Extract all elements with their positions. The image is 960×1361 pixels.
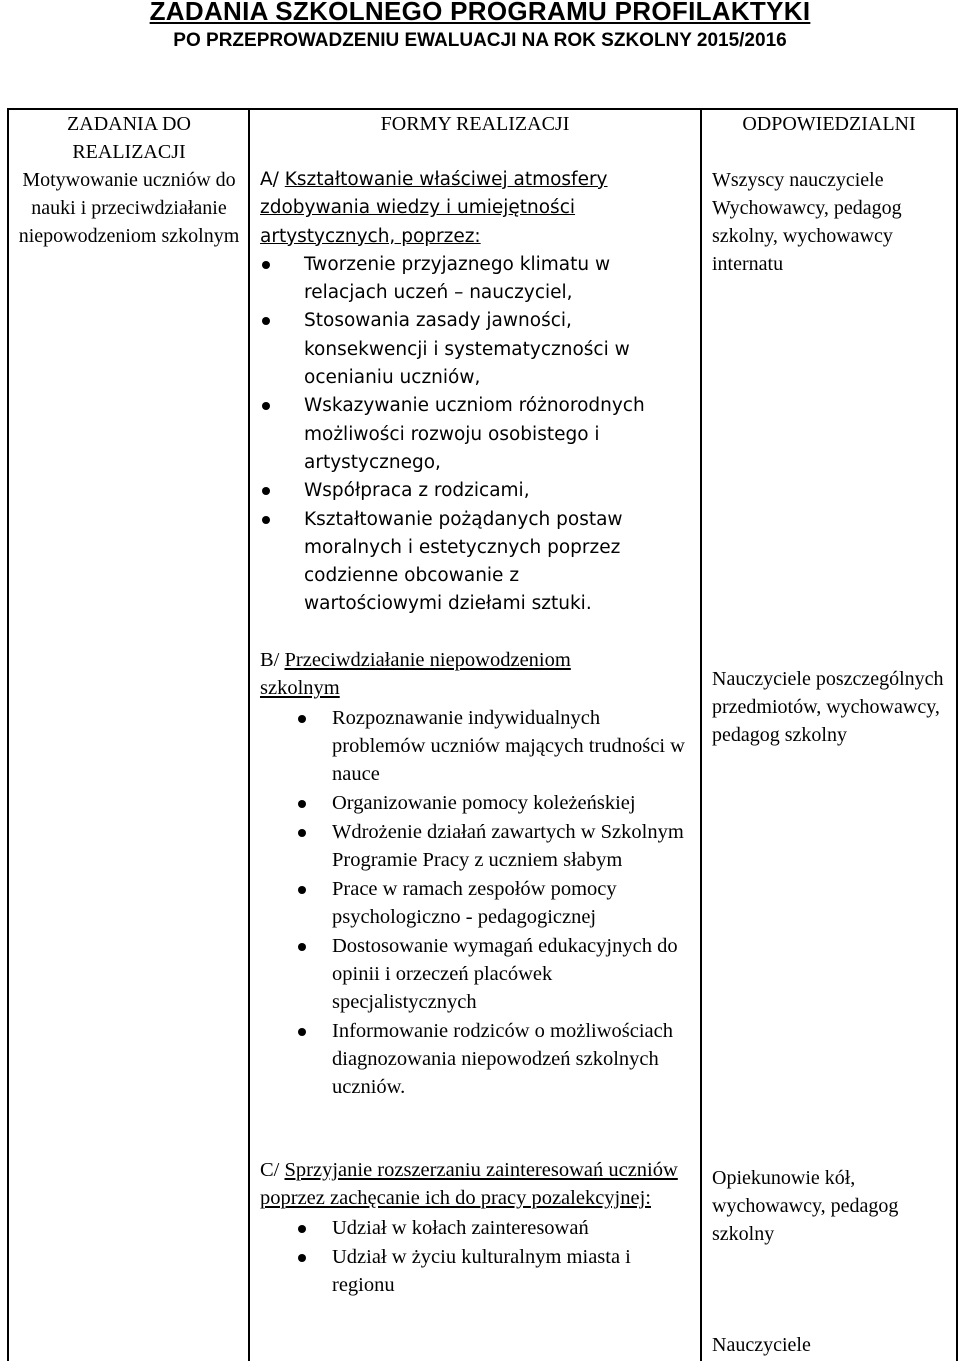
document-title: ZADANIA SZKOLNEGO PROGRAMU PROFILAKTYKI [149, 0, 811, 26]
list-item: Współpraca z rodzicami, [304, 477, 649, 505]
section-b-responsible: Nauczyciele poszczególnych przedmiotów, wychowawcy, pedagog szkolny [712, 668, 944, 746]
list-item: Organizowanie pomocy koleżeńskiej [332, 789, 694, 817]
bullet-icon [296, 704, 308, 732]
section-next-responsible: Nauczyciele [712, 1334, 811, 1356]
list-item: Rozpoznawanie indywidualnych problemów uczniów mających trudności w nauce [332, 704, 694, 788]
section-a-list [260, 251, 649, 619]
task-cell: Motywowanie uczniów do nauki i przeciwdziałanie niepowodzeniom szkolnym [18, 169, 240, 247]
section-b-heading: B/ Przeciwdziałanie niepowodzeniom szkolnym [260, 649, 571, 699]
list-item: Kształtowanie pożądanych postaw moralnych i estetycznych poprzez codzienne obcowanie z wartościowymi dziełami sztuki. [304, 506, 649, 619]
bullet-icon [296, 1214, 308, 1242]
section-c-list [260, 1214, 694, 1299]
bullet-icon [296, 1243, 308, 1271]
list-item: Udział w życiu kulturalnym miasta i regionu [332, 1243, 694, 1299]
bullet-icon [260, 307, 272, 335]
bullet-icon [260, 392, 272, 420]
list-item: Prace w ramach zespołów pomocy psychologiczno - pedagogicznej [332, 875, 694, 931]
section-a-heading: A/ Kształtowanie właściwej atmosfery zdobywania wiedzy i umiejętności artystycznych, poprzez: [260, 169, 608, 247]
header-forms: FORMY REALIZACJI [380, 113, 570, 135]
bullet-icon [296, 818, 308, 846]
bullet-icon [260, 506, 272, 534]
section-b [260, 646, 696, 1101]
list-item: Wskazywanie uczniom różnorodnych możliwości rozwoju osobistego i artystycznego, [304, 392, 649, 477]
section-a [260, 166, 680, 619]
list-item: Dostosowanie wymagań edukacyjnych do opinii i orzeczeń placówek specjalistycznych [332, 932, 694, 1016]
section-a-responsible: Wszyscy nauczyciele Wychowawcy, pedagog szkolny, wychowawcy internatu [712, 169, 902, 275]
bullet-icon [260, 477, 272, 505]
bullet-icon [296, 932, 308, 960]
section-c [260, 1156, 696, 1299]
list-item: Informowanie rodziców o możliwościach diagnozowania niepowodzeń szkolnych uczniów. [332, 1017, 694, 1101]
list-item: Udział w kołach zainteresowań [332, 1214, 694, 1242]
section-c-responsible: Opiekunowie kół, wychowawcy, pedagog szkolny [712, 1167, 899, 1245]
list-item: Wdrożenie działań zawartych w Szkolnym Programie Pracy z uczniem słabym [332, 818, 694, 874]
table-divider-1 [248, 108, 250, 1361]
list-item: Tworzenie przyjaznego klimatu w relacjach uczeń – nauczyciel, [304, 251, 649, 308]
section-b-list [260, 704, 694, 1101]
table-right-border [956, 108, 958, 1361]
header-responsible: ODPOWIEDZIALNI [742, 113, 916, 135]
header-tasks: ZADANIA DO REALIZACJI [67, 113, 191, 163]
bullet-icon [296, 875, 308, 903]
section-c-heading: C/ Sprzyjanie rozszerzaniu zainteresowań uczniów poprzez zachęcanie ich do pracy pozalekcyjnej: [260, 1159, 678, 1209]
bullet-icon [296, 1017, 308, 1045]
table-left-border [7, 108, 9, 1361]
bullet-icon [296, 789, 308, 817]
list-item: Stosowania zasady jawności, konsekwencji i systematyczności w ocenianiu uczniów, [304, 307, 649, 392]
document-subtitle: PO PRZEPROWADZENIU EWALUACJI NA ROK SZKOLNY 2015/2016 [173, 30, 787, 51]
table-divider-2 [700, 108, 702, 1361]
bullet-icon [260, 251, 272, 279]
